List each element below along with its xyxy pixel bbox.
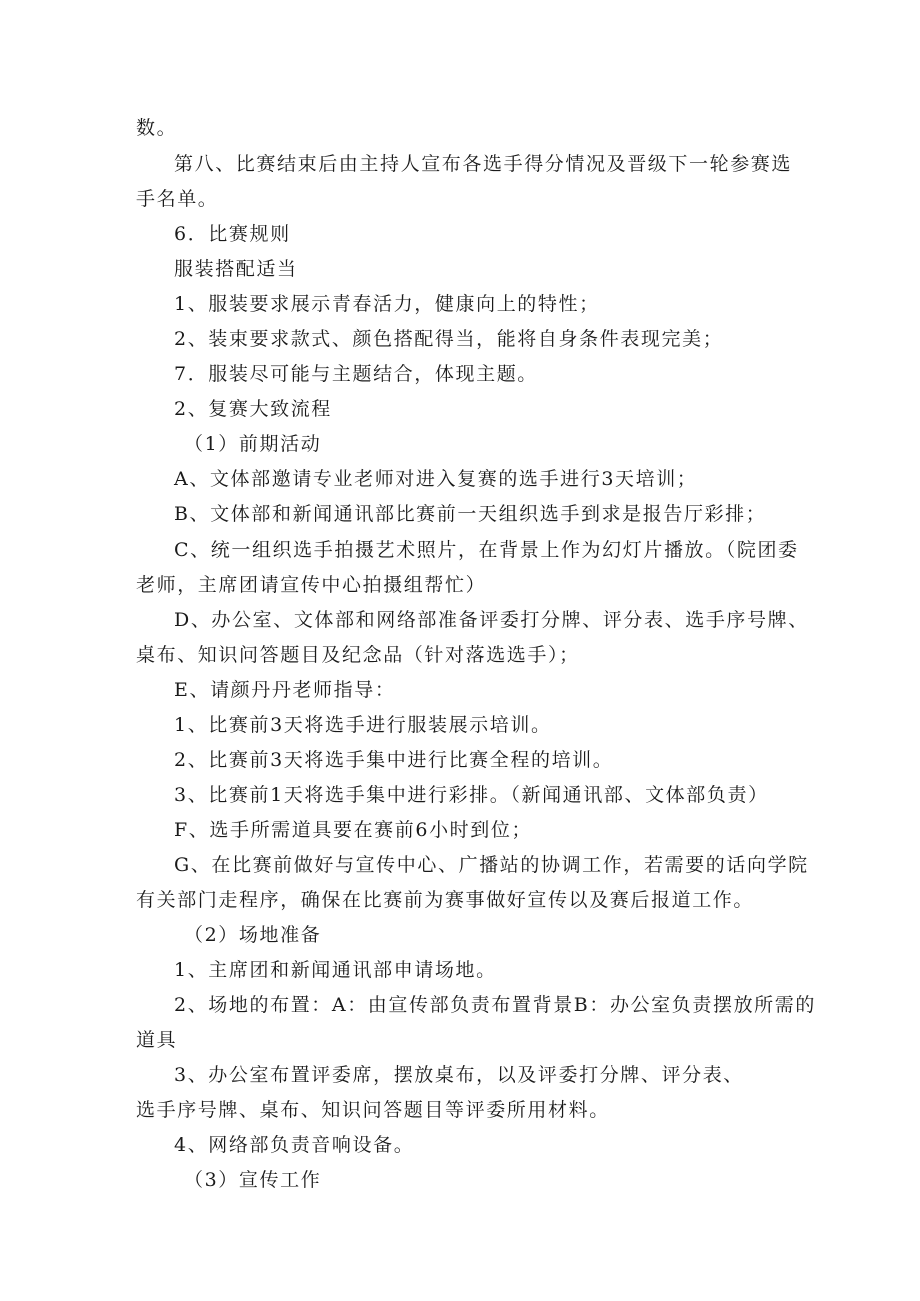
text-line: 桌布、知识问答题目及纪念品（针对落选选手）；	[136, 644, 580, 666]
list-item: 1、比赛前3天将选手进行服装展示培训。	[174, 714, 552, 736]
list-item: 3、比赛前1天将选手集中进行彩排。（新闻通讯部、文体部负责）	[174, 784, 769, 806]
text-line: 第八、比赛结束后由主持人宣布各选手得分情况及晋级下一轮参赛选	[174, 153, 793, 175]
list-item: 2、装束要求款式、颜色搭配得当，能将自身条件表现完美；	[174, 328, 724, 350]
text-line: 有关部门走程序，确保在比赛前为赛事做好宣传以及赛后报道工作。	[136, 889, 755, 911]
text-line: 选手序号牌、桌布、知识问答题目等评委所用材料。	[136, 1099, 610, 1121]
text-line: 道具	[136, 1029, 178, 1051]
subsection-heading: （1）前期活动	[184, 433, 322, 455]
list-item: 2、场地的布置：A：由宣传部负责布置背景B：办公室负责摆放所需的	[174, 994, 816, 1016]
list-item: A、文体部邀请专业老师对进入复赛的选手进行3天培训；	[174, 468, 698, 490]
section-heading: 2、复赛大致流程	[174, 398, 332, 420]
list-item: C、统一组织选手拍摄艺术照片，在背景上作为幻灯片播放。（院团委	[174, 539, 799, 561]
section-heading: 7．服装尽可能与主题结合，体现主题。	[174, 363, 538, 385]
list-item: F、选手所需道具要在赛前6小时到位；	[174, 819, 533, 841]
list-item: D、办公室、文体部和网络部准备评委打分牌、评分表、选手序号牌、	[174, 609, 809, 631]
list-item: 3、办公室布置评委席，摆放桌布，以及评委打分牌、评分表、	[174, 1064, 744, 1086]
list-item: G、在比赛前做好与宣传中心、广播站的协调工作，若需要的话向学院	[174, 854, 809, 876]
list-item: B、文体部和新闻通讯部比赛前一天组织选手到求是报告厅彩排；	[174, 503, 767, 525]
list-item: 2、比赛前3天将选手集中进行比赛全程的培训。	[174, 749, 614, 771]
section-heading: 6．比赛规则	[174, 223, 291, 245]
text-line: 服装搭配适当	[174, 258, 298, 280]
list-item: 1、主席团和新闻通讯部申请场地。	[174, 959, 497, 981]
list-item: E、请颜丹丹老师指导：	[174, 679, 396, 701]
text-line: 老师，主席团请宣传中心拍摄组帮忙）	[136, 574, 487, 596]
text-line: 手名单。	[136, 188, 219, 210]
text-line: 数。	[136, 117, 178, 139]
subsection-heading: （2）场地准备	[184, 924, 322, 946]
subsection-heading: （3）宣传工作	[184, 1169, 322, 1191]
list-item: 4、网络部负责音响设备。	[174, 1134, 415, 1156]
list-item: 1、服装要求展示青春活力，健康向上的特性；	[174, 293, 600, 315]
